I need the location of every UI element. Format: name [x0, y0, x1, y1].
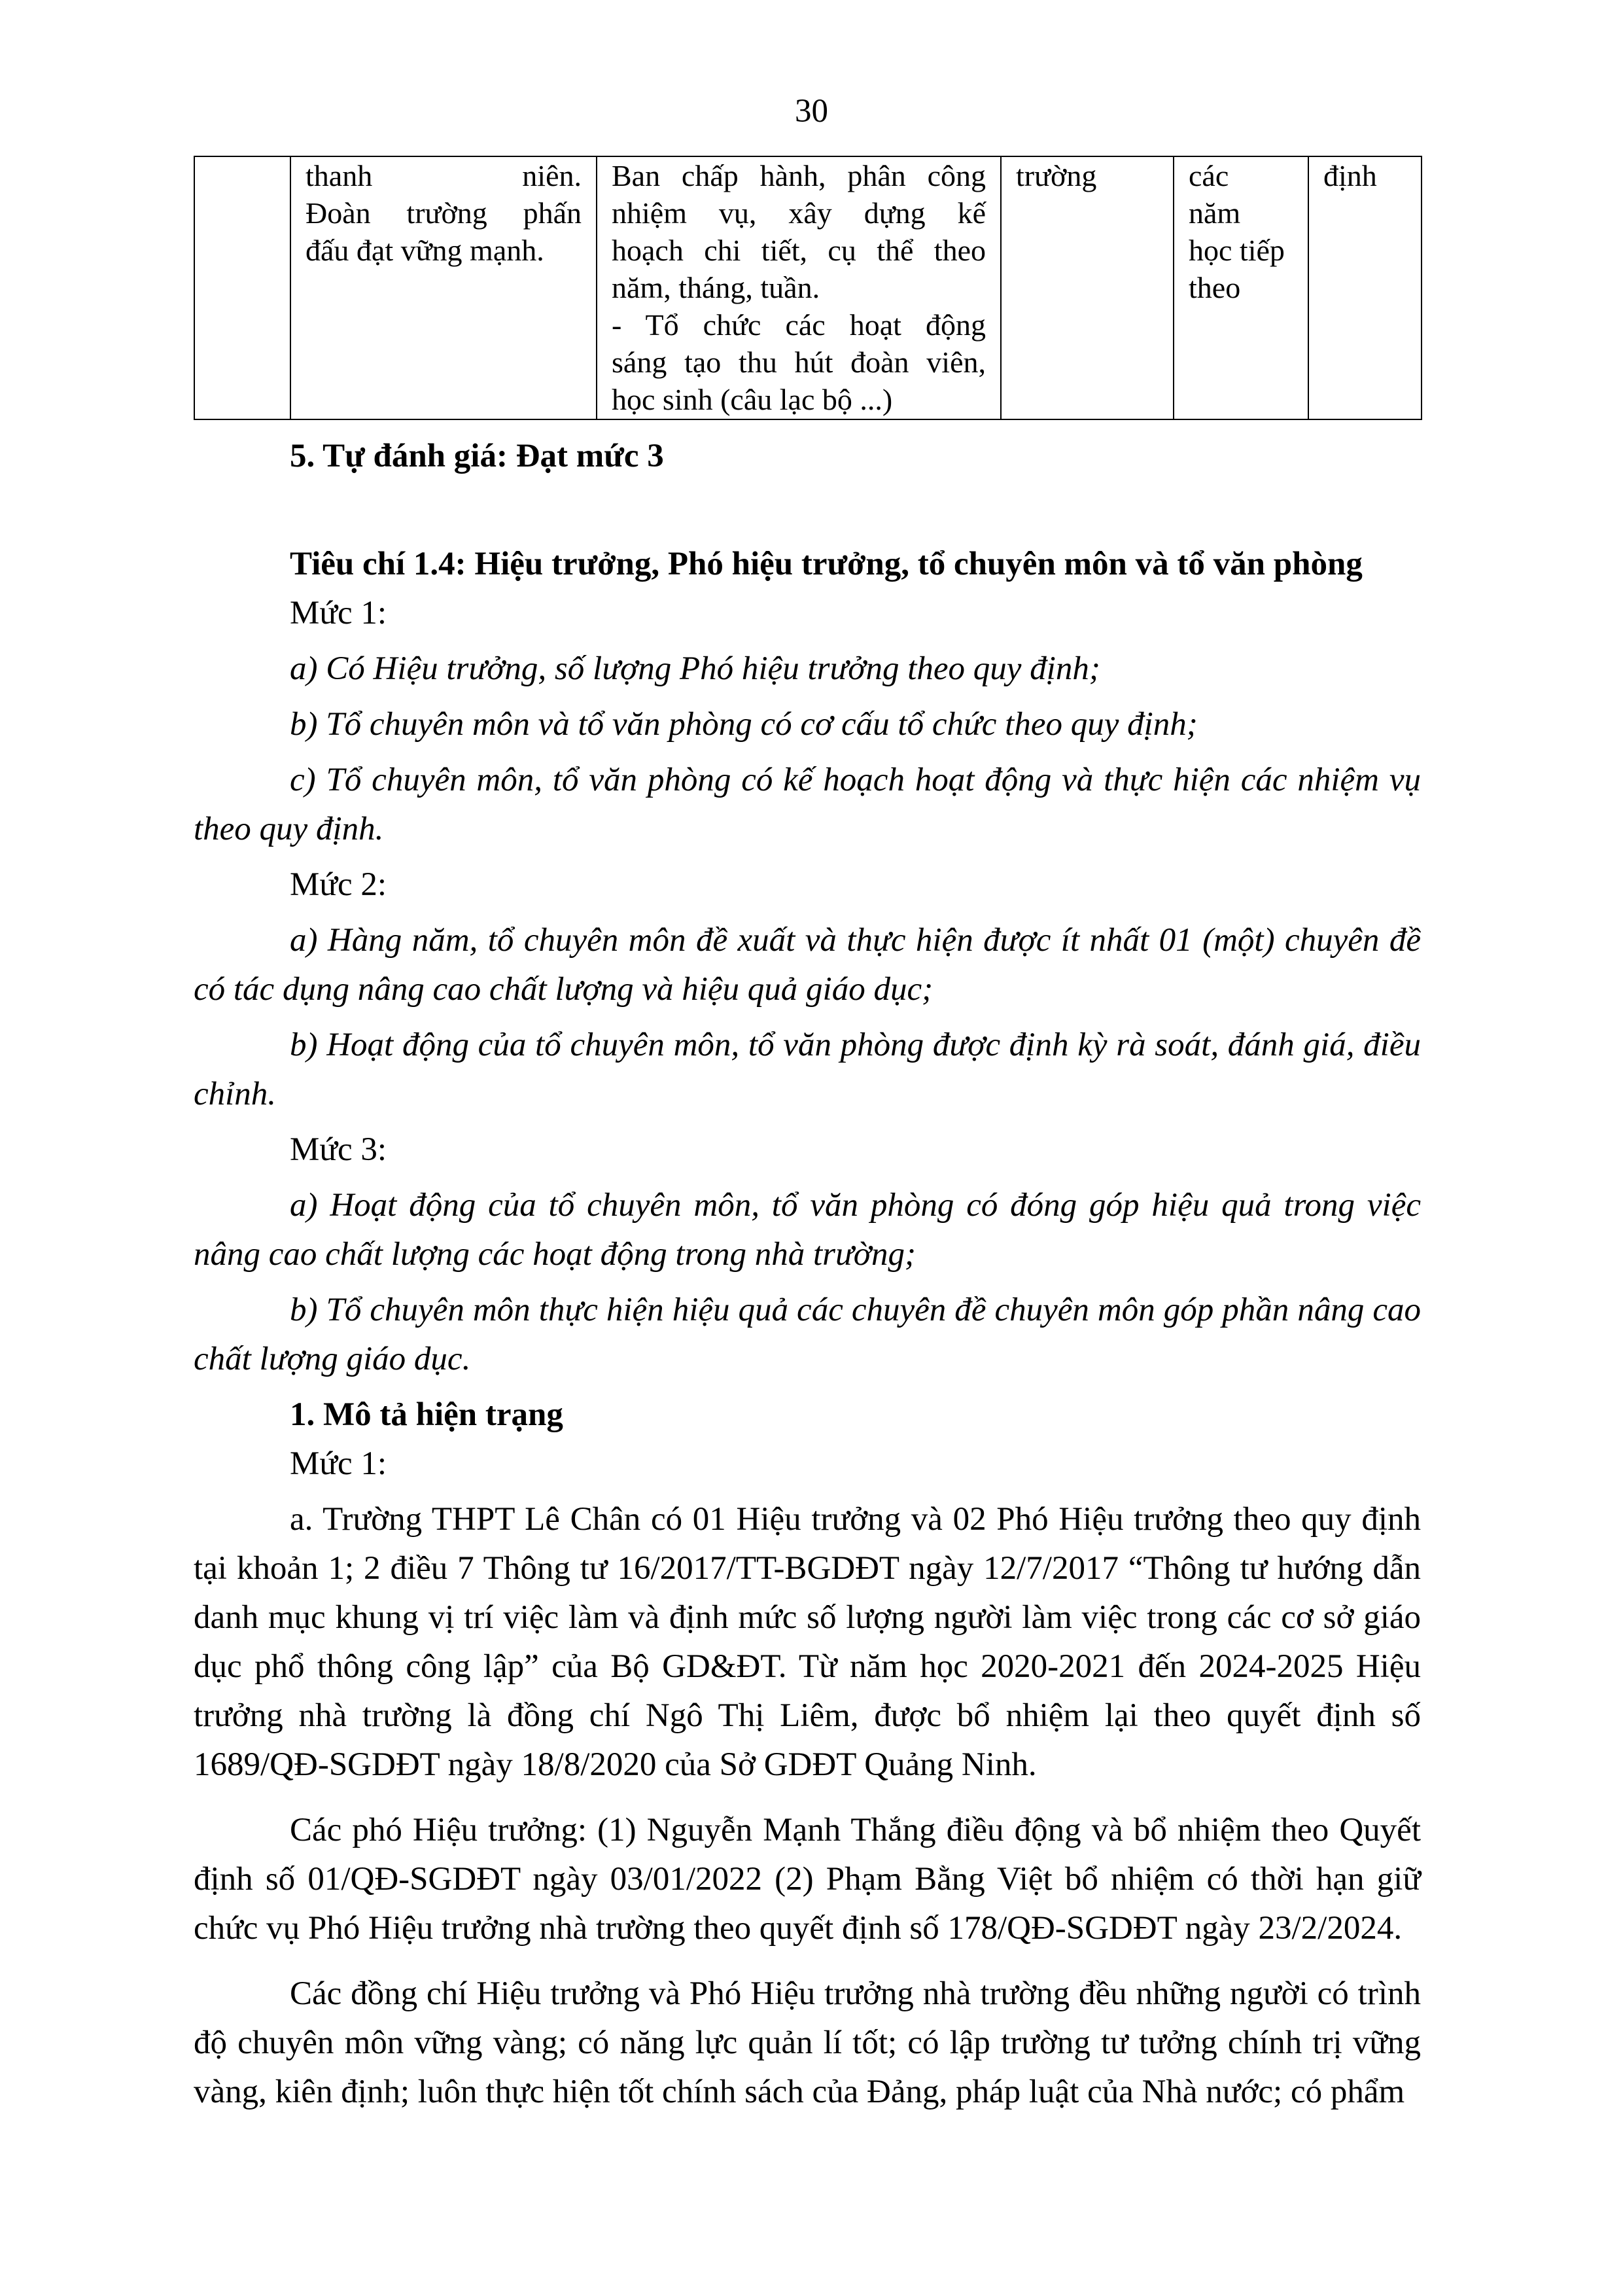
level-item: b) Tổ chuyên môn thực hiện hiệu quả các chuyên đề chuyên môn góp phần nâng cao chất lượng giáo dục. [194, 1292, 1421, 1377]
cell-line: học tiếp [1189, 234, 1285, 267]
page-number: 30 [795, 93, 828, 130]
table-cell-actions [597, 156, 1001, 419]
cell-line: Đoàn trường phấn [305, 196, 582, 230]
document-body [194, 432, 1421, 2117]
table-cell-responsible [1001, 156, 1174, 419]
criterion-title: Tiêu chí 1.4: Hiệu trưởng, Phó hiệu trưởng, tổ chuyên môn và tổ văn phòng [290, 546, 1363, 582]
level-label: Mức 2: [290, 866, 387, 903]
level-item: c) Tổ chuyên môn, tổ văn phòng có kế hoạch hoạt động và thực hiện các nhiệm vụ theo quy định. [194, 762, 1421, 847]
body-paragraph: Các phó Hiệu trưởng: (1) Nguyễn Mạnh Thắng điều động và bổ nhiệm theo Quyết định số 01/QĐ-SGDĐT ngày 03/01/2022 (2) Phạm Bằng Việt bổ nhiệm có thời hạn giữ chức vụ Phó Hiệu trưởng nhà trường theo quyết định số 178/QĐ-SGDĐT ngày 23/2/2024. [194, 1812, 1421, 1947]
level-label: Mức 3: [290, 1131, 387, 1168]
cell-line: trường [1016, 159, 1097, 192]
cell-line: năm [1189, 196, 1241, 230]
section-heading: 1. Mô tả hiện trạng [290, 1396, 563, 1433]
level-item: b) Hoạt động của tổ chuyên môn, tổ văn phòng được định kỳ rà soát, đánh giá, điều chỉnh. [194, 1027, 1421, 1112]
level-item: a) Hoạt động của tổ chuyên môn, tổ văn phòng có đóng góp hiệu quả trong việc nâng cao chất lượng các hoạt động trong nhà trường; [194, 1187, 1421, 1273]
cell-line: học sinh (câu lạc bộ ...) [612, 383, 893, 416]
cell-line: - Tổ chức các hoạt động [612, 308, 986, 342]
table-cell-timeline [1174, 156, 1308, 419]
cell-line: năm, tháng, tuần. [612, 271, 820, 304]
cell-line: thanh niên. [305, 159, 582, 192]
level-item: b) Tổ chuyên môn và tổ văn phòng có cơ cấu tổ chức theo quy định; [290, 706, 1198, 743]
level-item: a) Hàng năm, tổ chuyên môn đề xuất và thực hiện được ít nhất 01 (một) chuyên đề có tác dụng nâng cao chất lượng và hiệu quả giáo dục; [194, 922, 1421, 1008]
cell-line: nhiệm vụ, xây dựng kế [612, 196, 986, 230]
cell-line: định [1323, 159, 1377, 192]
body-paragraph: a. Trường THPT Lê Chân có 01 Hiệu trưởng và 02 Phó Hiệu trưởng theo quy định tại khoản 1; 2 điều 7 Thông tư 16/2017/TT-BGDĐT ngày 12/7/2017 “Thông tư hướng dẫn danh mục khung vị trí việc làm và định mức số lượng người làm việc trong các cơ sở giáo dục phổ thông công lập” của Bộ GD&ĐT. Từ năm học 2020-2021 đến 2024-2025 Hiệu trưởng nhà trường là đồng chí Ngô Thị Liêm, được bổ nhiệm lại theo quyết định số 1689/QĐ-SGDĐT ngày 18/8/2020 của Sở GDĐT Quảng Ninh. [194, 1501, 1421, 1783]
cell-line: Ban chấp hành, phân công [612, 159, 986, 192]
cell-line: theo [1189, 271, 1241, 304]
cell-line: hoạch chi tiết, cụ thể theo [612, 234, 986, 267]
body-paragraph: Các đồng chí Hiệu trưởng và Phó Hiệu trưởng nhà trường đều những người có trình độ chuyên môn vững vàng; có năng lực quản lí tốt; có lập trường tư tưởng chính trị vững vàng, kiên định; luôn thực hiện tốt chính sách của Đảng, pháp luật của Nhà nước; có phẩm [194, 1975, 1421, 2110]
level-label: Mức 1: [290, 595, 387, 631]
cell-line: đấu đạt vững mạnh. [305, 234, 544, 267]
continuation-table [194, 156, 1422, 420]
level-item: a) Có Hiệu trưởng, số lượng Phó hiệu trưởng theo quy định; [290, 650, 1100, 687]
level-label: Mức 1: [290, 1445, 387, 1482]
self-evaluation: 5. Tự đánh giá: Đạt mức 3 [290, 438, 664, 474]
cell-line: sáng tạo thu hút đoàn viên, [612, 345, 986, 379]
table-cell-index [194, 156, 290, 419]
table-row [194, 156, 1422, 419]
table-cell-goal [290, 156, 597, 419]
cell-line: các [1189, 159, 1229, 192]
table-cell-note [1308, 156, 1422, 419]
